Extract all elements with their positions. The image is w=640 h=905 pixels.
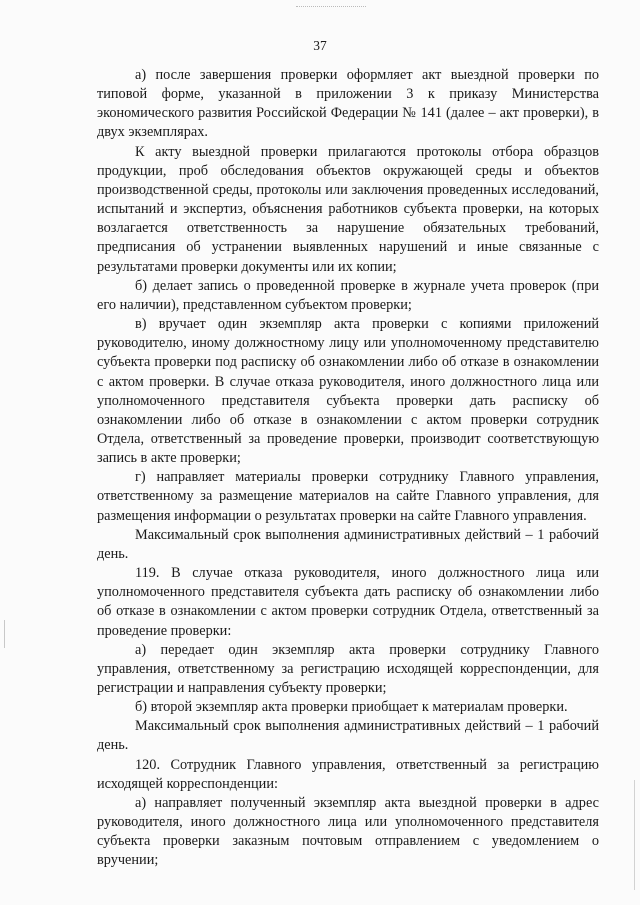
paragraph: в) вручает один экземпляр акта проверки с копиями приложений руководителю, иному должностному лицу или уполномоченному представителю субъекта проверки под расписку об ознакомлении либо об отказе в ознакомлении с актом проверки. В случае отказа руководителя, иного должностного лица или уполномоченного представителя субъекта проверки дать расписку об ознакомлении либо об отказе в ознакомлении с актом проверки сотрудник Отдела, ответственный за проведение проверки, производит соответствующую запись в акте проверки;	[97, 316, 599, 467]
paragraph: 120. Сотрудник Главного управления, ответственный за регистрацию исходящей корреспонденции:	[97, 756, 599, 792]
paragraph: б) второй экземпляр акта проверки приобщает к материалам проверки.	[135, 699, 568, 716]
paragraph: Максимальный срок выполнения административных действий – 1 рабочий день.	[97, 526, 599, 562]
paragraph: а) передает один экземпляр акта проверки сотруднику Главного управления, ответственному за регистрацию исходящей корреспонденции, для регистрации и направления субъекту проверки;	[97, 641, 599, 696]
page-number: 37	[313, 38, 327, 53]
paragraph: Максимальный срок выполнения административных действий – 1 рабочий день.	[97, 718, 599, 754]
document-body	[97, 66, 599, 871]
paragraph: 119. В случае отказа руководителя, иного должностного лица или уполномоченного представителя субъекта дать расписку об ознакомлении либо об отказе в ознакомлении с актом проверки сотрудник Отдела, ответственный за проведение проверки:	[97, 565, 599, 639]
paragraph: К акту выездной проверки прилагаются протоколы отбора образцов продукции, проб обследования объектов окружающей среды и объектов производственной среды, протоколы или заключения проведенных исследований, испытаний и экспертиз, объяснения работников субъекта проверки, на которых возлагается ответственность за нарушение обязательных требований, предписания об устранении выявленных нарушений и иные связанные с результатами проверки документы или их копии;	[97, 143, 599, 275]
paragraph: г) направляет материалы проверки сотруднику Главного управления, ответственному за размещение материалов на сайте Главного управления, для размещения информации о результатах проверки на сайте Главного управления.	[97, 469, 599, 524]
paragraph: а) направляет полученный экземпляр акта выездной проверки в адрес руководителя, иного должностного лица или уполномоченного представителя субъекта проверки заказным почтовым отправлением с уведомлением о вручении;	[97, 794, 599, 869]
paragraph: а) после завершения проверки оформляет акт выездной проверки по типовой форме, указанной в приложении 3 к приказу Министерства экономического развития Российской Федерации № 141 (далее – акт проверки), в двух экземплярах.	[97, 67, 599, 141]
scan-artifact	[296, 6, 366, 9]
scan-artifact	[634, 780, 635, 890]
paragraph: б) делает запись о проведенной проверке в журнале учета проверок (при его наличии), представленном субъектом проверки;	[97, 277, 599, 313]
scan-artifact	[4, 620, 5, 648]
